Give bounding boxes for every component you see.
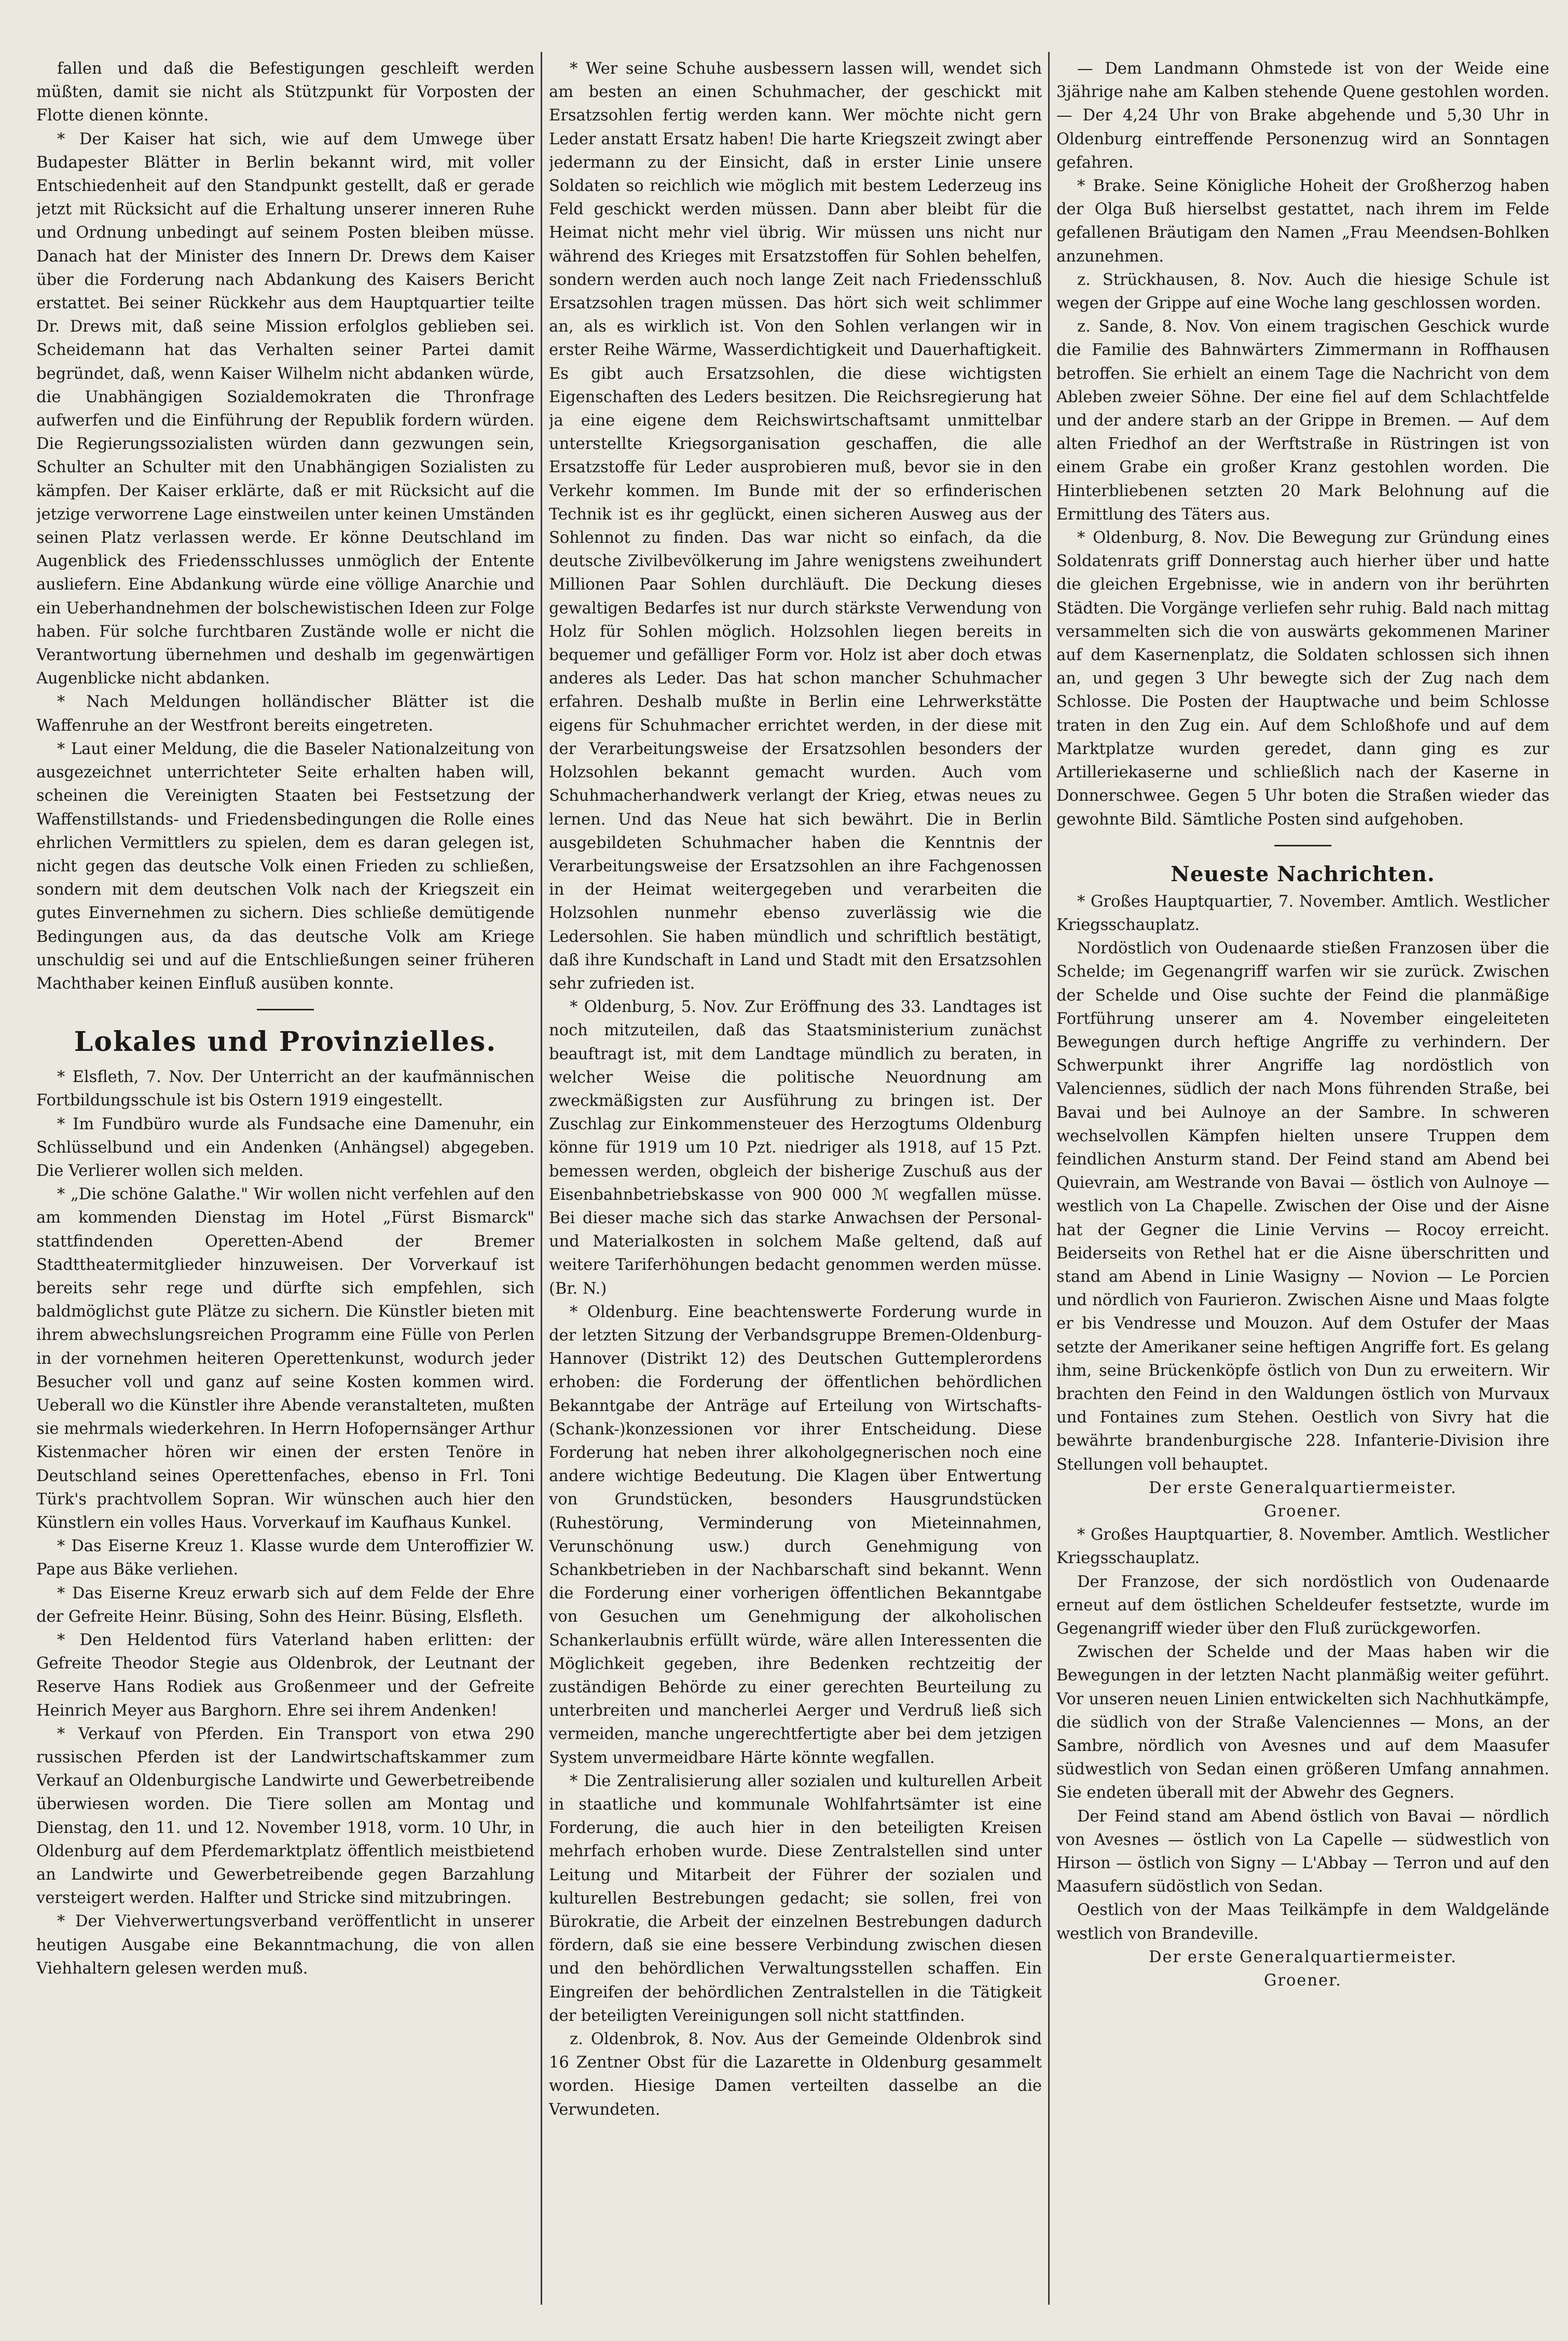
- article-paragraph: Der Feind stand am Abend östlich von Bavai — nördlich von Avesnes — östlich von La Capelle — südwestlich von Hirson — östlich von Signy — L'Abbay — Terron und auf den Maasufern südöstlich von Sedan.: [1056, 1807, 1549, 1896]
- article-paragraph: * Oldenburg, 8. Nov. Die Bewegung zur Gründung eines Soldatenrats griff Donnerstag auch hierher über und hatte die gleichen Ergebnisse, wie in andern von ihr berührten Städten. Die Vorgänge verliefen sehr ruhig. Bald nach mittag versammelten sich die von auswärts gekommenen Mariner auf dem Kasernenplatz, die Soldaten schlossen sich ihnen an, und gegen 3 Uhr bewegte sich der Zug nach dem Schlosse. Die Posten der Hauptwache und beim Schlosse traten in den Zug ein. Auf dem Schloßhofe und auf dem Marktplatze wurden geredet, dann ging es zur Artilleriekaserne und schließlich nach der Kaserne in Donnerschwee. Gegen 5 Uhr boten die Straßen wieder das gewohnte Bild. Sämtliche Posten sind aufgehoben.: [1056, 529, 1549, 829]
- column-2: [549, 57, 1042, 2299]
- column-1: [36, 57, 534, 2299]
- article-paragraph: * Oldenburg. Eine beachtenswerte Forderung wurde in der letzten Sitzung der Verbandsgruppe Bremen-Oldenburg-Hannover (Distrikt 12) des Deutschen Guttemplerordens erhoben: die Forderung der öffentlichen behördlichen Bekanntgabe der Anträge auf Erteilung von Wirtschafts-(Schank-)konzessionen vor ihrer Entscheidung. Diese Forderung hat neben ihrer alkoholgegnerischen noch eine andere wichtige Bedeutung. Die Klagen über Entwertung von Grundstücken, besonders Hausgrundstücken (Ruhestörung, Verminderung von Mieteinnahmen, Verunschönung usw.) durch Genehmigung von Schankbetrieben in der Nachbarschaft sind bekannt. Wenn die Forderung einer vorherigen öffentlichen Bekanntgabe von Gesuchen um Genehmigung der alkoholischen Schankerlaubnis erfüllt würde, wäre allen Interessenten die Möglichkeit gegeben, ihre Bedenken rechtzeitig der zuständigen Behörde zu einer gerechten Beurteilung zu unterbreiten und mancherlei Aerger und Verdruß ließ sich vermeiden, manche ungerechtfertigte aber bei dem jetzigen System unvermeidbare Härte könnte wegfallen.: [549, 1303, 1042, 1767]
- article-paragraph: z. Strückhausen, 8. Nov. Auch die hiesige Schule ist wegen der Grippe auf eine Woche lang geschlossen worden.: [1056, 270, 1549, 313]
- article-paragraph: fallen und daß die Befestigungen geschleift werden müßten, damit sie nicht als Stützpunkt für Vorposten der Flotte dienen könnte.: [36, 60, 534, 125]
- article-paragraph: * Nach Meldungen holländischer Blätter ist die Waffenruhe an der Westfront bereits eingetreten.: [36, 693, 534, 735]
- article-paragraph: * Das Eiserne Kreuz erwarb sich auf dem Felde der Ehre der Gefreite Heinr. Büsing, Sohn des Heinr. Büsing, Elsfleth.: [36, 1584, 534, 1626]
- signature-name: Groener.: [1264, 1502, 1342, 1521]
- article-paragraph: z. Oldenbrok, 8. Nov. Aus der Gemeinde Oldenbrok sind 16 Zentner Obst für die Lazarette in Oldenburg gesammelt worden. Hiesige Damen verteilten dasselbe an die Verwundeten.: [549, 2030, 1042, 2119]
- section-heading: Lokales und Provinzielles.: [74, 1026, 497, 1058]
- article-paragraph: Zwischen der Schelde und der Maas haben wir die Bewegungen in der letzten Nacht planmäßig weiter geführt. Vor unseren neuen Linien entwickelten sich Nachhutkämpfe, die südlich von der Straße Valenciennes — Mons, an der Sambre, nördlich von Avesnes und auf dem Maasufer südwestlich von Sedan einen größeren Umfang annahmen. Sie endeten überall mit der Abwehr des Gegners.: [1056, 1643, 1549, 1802]
- article-paragraph: * Großes Hauptquartier, 8. November. Amtlich. Westlicher Kriegsschauplatz.: [1056, 1526, 1549, 1568]
- article-paragraph: * Elsfleth, 7. Nov. Der Unterricht an der kaufmännischen Fortbildungsschule ist bis Ostern 1919 eingestellt.: [36, 1068, 534, 1110]
- article-paragraph: * Die Zentralisierung aller sozialen und kulturellen Arbeit in staatliche und kommunale Wohlfahrtsämter ist eine Forderung, die auch hier in den beteiligten Kreisen mehrfach erhoben wurde. Diese Zentralstellen sind unter Leitung und Mitarbeit der Führer der sozialen und kulturellen Bestrebungen gedacht; sie sollen, frei von Bürokratie, die Arbeit der einzelnen Bestrebungen dadurch fördern, daß sie eine bessere Verbindung zwischen diesen und den behördlichen Verwaltungsstellen schaffen. Ein Eingreifen der behördlichen Zentralstellen in die Tätigkeit der beteiligten Vereinigungen soll nicht stattfinden.: [549, 1772, 1042, 2025]
- article-paragraph: — Dem Landmann Ohmstede ist von der Weide eine 3jährige nahe am Kalben stehende Quene gestohlen worden. — Der 4,24 Uhr von Brake abgehende und 5,30 Uhr in Oldenburg eintreffende Personenzug wird an Sonntagen gefahren.: [1056, 60, 1549, 172]
- article-paragraph: * Brake. Seine Königliche Hoheit der Großherzog haben der Olga Buß hierselbst gestattet, nach ihrem im Felde gefallenen Bräutigam den Namen „Frau Meendsen-Bohlken anzunehmen.: [1056, 177, 1549, 266]
- signature-title: Der erste Generalquartiermeister.: [1149, 1948, 1457, 1966]
- signature-title: Der erste Generalquartiermeister.: [1149, 1478, 1457, 1497]
- article-paragraph: * Der Kaiser hat sich, wie auf dem Umwege über Budapester Blätter in Berlin bekannt wird, mit voller Entschiedenheit auf den Standpunkt gestellt, daß er gerade jetzt mit Rücksicht auf die Erhaltung unserer inneren Ruhe und Ordnung unbedingt auf seinem Posten bleiben müsse. Danach hat der Minister des Innern Dr. Drews dem Kaiser über die Forderung nach Abdankung des Kaisers Bericht erstattet. Bei seiner Rückkehr aus dem Hauptquartier teilte Dr. Drews mit, daß seine Mission erfolglos geblieben sei. Scheidemann hat das Verhalten seiner Partei damit begründet, daß, wenn Kaiser Wilhelm nicht abdanken würde, die Unabhängigen Sozialdemokraten die Thronfrage aufwerfen und die Einführung der Republik fordern würden. Die Regierungssozialisten würden dann gezwungen sein, Schulter an Schulter mit den Unabhängigen Sozialisten zu kämpfen. Der Kaiser erklärte, daß er mit Rücksicht auf die jetzige verworrene Lage einstweilen unter keinen Umständen seinen Platz verlassen werde. Er könne Deutschland im Augenblick des Friedensschlusses unmöglich der Entente ausliefern. Eine Abdankung würde eine völlige Anarchie und ein Ueberhandnehmen der bolschewistischen Ideen zur Folge haben. Für solche furchtbaren Zustände wolle er nicht die Verantwortung übernehmen und deshalb im gegenwärtigen Augenblicke nicht abdanken.: [36, 130, 534, 688]
- article-paragraph: * Großes Hauptquartier, 7. November. Amtlich. Westlicher Kriegsschauplatz.: [1056, 892, 1549, 934]
- article-paragraph: Nordöstlich von Oudenaarde stießen Franzosen über die Schelde; im Gegenangriff warfen wir sie zurück. Zwischen der Schelde und Oise suchte der Feind die planmäßige Fortführung unserer am 4. November eingeleiteten Bewegungen durch heftige Angriffe zu verhindern. Der Schwerpunkt ihrer Angriffe lag nordöstlich von Valenciennes, südlich der nach Mons führenden Straße, bei Bavai und bei Aulnoye an der Sambre. In schweren wechselvollen Kämpfen hielten unsere Truppen dem feindlichen Ansturm stand. Der Feind stand am Abend bei Quievrain, am Westrande von Bavai — östlich von Aulnoye — westlich von La Chapelle. Zwischen der Oise und der Aisne hat der Gegner die Linie Vervins — Rocoy erreicht. Beiderseits von Rethel hat er die Aisne überschritten und stand am Abend in Linie Wasigny — Novion — Le Porcien und nördlich von Faurieron. Zwischen Aisne und Maas folgte er bis Vendresse und Mouzon. Auf dem Ostufer der Maas setzte der Amerikaner seine heftigen Angriffe fort. Es gelang ihm, seine Brückenköpfe östlich von Dun zu erweitern. Wir brachten den Feind in den Waldungen östlich von Murvaux und Fontaines zum Stehen. Oestlich von Sivry hat die bewährte brandenburgische 228. Infanterie-Division ihre Stellungen voll behauptet.: [1056, 939, 1549, 1474]
- column-3: [1056, 57, 1549, 2299]
- column-rule: [541, 52, 542, 2305]
- article-paragraph: * Wer seine Schuhe ausbessern lassen will, wendet sich am besten an einen Schuhmacher, der geschickt mit Ersatzsohlen fertig werden kann. Wer möchte nicht gern Leder anstatt Ersatz haben! Die harte Kriegszeit zwingt aber jedermann zu der Einsicht, daß in erster Linie unsere Soldaten so reichlich wie möglich mit bestem Lederzeug ins Feld geschickt werden müssen. Dann aber bleibt für die Heimat nicht mehr viel übrig. Wir müssen uns nicht nur während des Krieges mit Ersatzstoffen für Sohlen behelfen, sondern werden auch noch lange Zeit nach Friedensschluß Ersatzsohlen tragen müssen. Das hört sich weit schlimmer an, als es wirklich ist. Von den Sohlen verlangen wir in erster Reihe Wärme, Wasserdichtigkeit und Dauerhaftigkeit. Es gibt auch Ersatzsohlen, die diese wichtigsten Eigenschaften des Leders besitzen. Die Reichsregierung hat ja eine eigene dem Reichswirtschaftsamt unmittelbar unterstellte Kriegsorganisation geschaffen, die alle Ersatzstoffe für Leder ausprobieren muß, bevor sie in den Verkehr kommen. Im Bunde mit der so erfinderischen Technik ist es ihr geglückt, einen sicheren Ausweg aus der Sohlennot zu finden. Das war nicht so einfach, da die deutsche Zivilbevölkerung im Jahre wenigstens zweihundert Millionen Paar Sohlen durchläuft. Die Deckung dieses gewaltigen Bedarfes ist nur durch stärkste Verwendung von Holz für Sohlen möglich. Holzsohlen liegen bereits in bequemer und gefälliger Form vor. Holz ist aber doch etwas anderes als Leder. Das hat schon mancher Schuhmacher erfahren. Deshalb mußte in Berlin eine Lehrwerkstätte eigens für Schuhmacher errichtet werden, in der diese mit der Verarbeitungsweise der Ersatzsohlen besonders der Holzsohlen bekannt gemacht wurden. Auch vom Schuhmacherhandwerk verlangt der Krieg, etwas neues zu lernen. Und das Neue hat sich bewährt. Die in Berlin ausgebildeten Schuhmacher haben die Kenntnis der Verarbeitungsweise der Ersatzsohlen an ihre Fachgenossen in der Heimat weitergegeben und verarbeiten die Holzsohlen nunmehr ebenso zuverlässig wie die Ledersohlen. Sie haben mündlich und schriftlich bestätigt, daß ihre Kundschaft in Land und Stadt mit den Ersatzsohlen sehr zufrieden ist.: [549, 60, 1042, 993]
- article-paragraph: * Laut einer Meldung, die die Baseler Nationalzeitung von ausgezeichnet unterrichteter Seite erhalten haben will, scheinen die Vereinigten Staaten bei Festsetzung der Waffenstillstands- und Friedensbedingungen die Rolle eines ehrlichen Vermittlers zu spielen, dem es daran gelegen ist, nicht gegen das deutsche Volk einen Frieden zu schließen, sondern mit dem deutschen Volk nach der Kriegszeit ein gutes Einvernehmen zu sichern. Dies schließe demütigende Bedingungen aus, da das deutsche Volk am Kriege unschuldig sei und auf die Entschließungen seiner früheren Machthaber keinen Einfluß ausüben konnte.: [36, 740, 534, 993]
- section-divider: [1274, 845, 1331, 846]
- article-paragraph: * „Die schöne Galathe." Wir wollen nicht verfehlen auf den am kommenden Dienstag im Hotel „Fürst Bismarck" stattfindenden Operetten-Abend der Bremer Stadttheatermitglieder hinzuweisen. Der Vorverkauf ist bereits sehr rege und dürfte sich empfehlen, sich baldmöglichst gute Plätze zu sichern. Die Künstler bieten mit ihrem abwechslungsreichen Programm eine Fülle von Perlen in der vornehmen heiteren Operettenkunst, wodurch jeder Besucher voll und ganz auf seine Kosten kommen wird. Ueberall wo die Künstler ihre Abende veranstalteten, mußten sie mehrmals wiederkehren. In Herrn Hofopernsänger Arthur Kistenmacher hören wir einen der ersten Tenöre in Deutschland seines Operettenfaches, ebenso in Frl. Toni Türk's prachtvollem Sopran. Wir wünschen auch hier den Künstlern ein volles Haus. Vorverkauf im Kaufhaus Kunkel.: [36, 1185, 534, 1532]
- article-paragraph: * Das Eiserne Kreuz 1. Klasse wurde dem Unteroffizier W. Pape aus Bäke verliehen.: [36, 1537, 534, 1579]
- article-paragraph: * Den Heldentod fürs Vaterland haben erlitten: der Gefreite Theodor Stegie aus Oldenbrok, der Leutnant der Reserve Hans Rodiek aus Großenmeer und der Gefreite Heinrich Meyer aus Barghorn. Ehre sei ihrem Andenken!: [36, 1631, 534, 1720]
- section-divider: [257, 1009, 314, 1010]
- signature-name: Groener.: [1264, 1972, 1342, 1990]
- article-paragraph: * Der Viehverwertungsverband veröffentlicht in unserer heutigen Ausgabe eine Bekanntmachung, die von allen Viehhaltern gelesen werden muß.: [36, 1912, 534, 1978]
- column-rule: [1048, 52, 1050, 2305]
- article-paragraph: z. Sande, 8. Nov. Von einem tragischen Geschick wurde die Familie des Bahnwärters Zimmermann in Roffhausen betroffen. Sie erhielt an einem Tage die Nachricht von dem Ableben zweier Söhne. Der eine fiel auf dem Schlachtfelde und der andere starb an der Grippe in Bremen. — Auf dem alten Friedhof an der Werftstraße in Rüstringen ist von einem Grabe ein großer Kranz gestohlen worden. Die Hinterbliebenen setzten 20 Mark Belohnung auf die Ermittlung des Täters aus.: [1056, 318, 1549, 524]
- article-paragraph: * Im Fundbüro wurde als Fundsache eine Damenuhr, ein Schlüsselbund und ein Andenken (Anhängsel) abgegeben. Die Verlierer wollen sich melden.: [36, 1115, 534, 1180]
- news-heading: Neueste Nachrichten.: [1171, 861, 1435, 886]
- article-paragraph: Oestlich von der Maas Teilkämpfe in dem Waldgelände westlich von Brandeville.: [1056, 1901, 1549, 1943]
- article-paragraph: Der Franzose, der sich nordöstlich von Oudenaarde erneut auf dem östlichen Scheldeufer festsetzte, wurde im Gegenangriff wieder über den Fluß zurückgeworfen.: [1056, 1572, 1549, 1638]
- article-paragraph: * Verkauf von Pferden. Ein Transport von etwa 290 russischen Pferden ist der Landwirtschaftskammer zum Verkauf an Oldenburgische Landwirte und Gewerbetreibende überwiesen worden. Die Tiere sollen am Montag und Dienstag, den 11. und 12. November 1918, vorm. 10 Uhr, in Oldenburg auf dem Pferdemarktplatz öffentlich meistbietend an Landwirte und Gewerbetreibende gegen Barzahlung versteigert werden. Halfter und Stricke sind mitzubringen.: [36, 1724, 534, 1908]
- article-paragraph: * Oldenburg, 5. Nov. Zur Eröffnung des 33. Landtages ist noch mitzuteilen, daß das Staatsministerium zunächst beauftragt ist, mit dem Landtage mündlich zu beraten, in welcher Weise die politische Neuordnung am zweckmäßigsten zur Ausführung zu bringen ist. Der Zuschlag zur Einkommensteuer des Herzogtums Oldenburg könne für 1919 um 10 Pzt. niedriger als 1918, auf 15 Pzt. bemessen werden, obgleich der bisherige Zuschuß aus der Eisenbahnbetriebskasse von 900 000 ℳ wegfallen müsse. Bei dieser mache sich das starke Anwachsen der Personal- und Materialkosten in solchem Maße geltend, daß auf weitere Tariferhöhungen bedacht genommen werden müsse. (Br. N.): [549, 998, 1042, 1298]
